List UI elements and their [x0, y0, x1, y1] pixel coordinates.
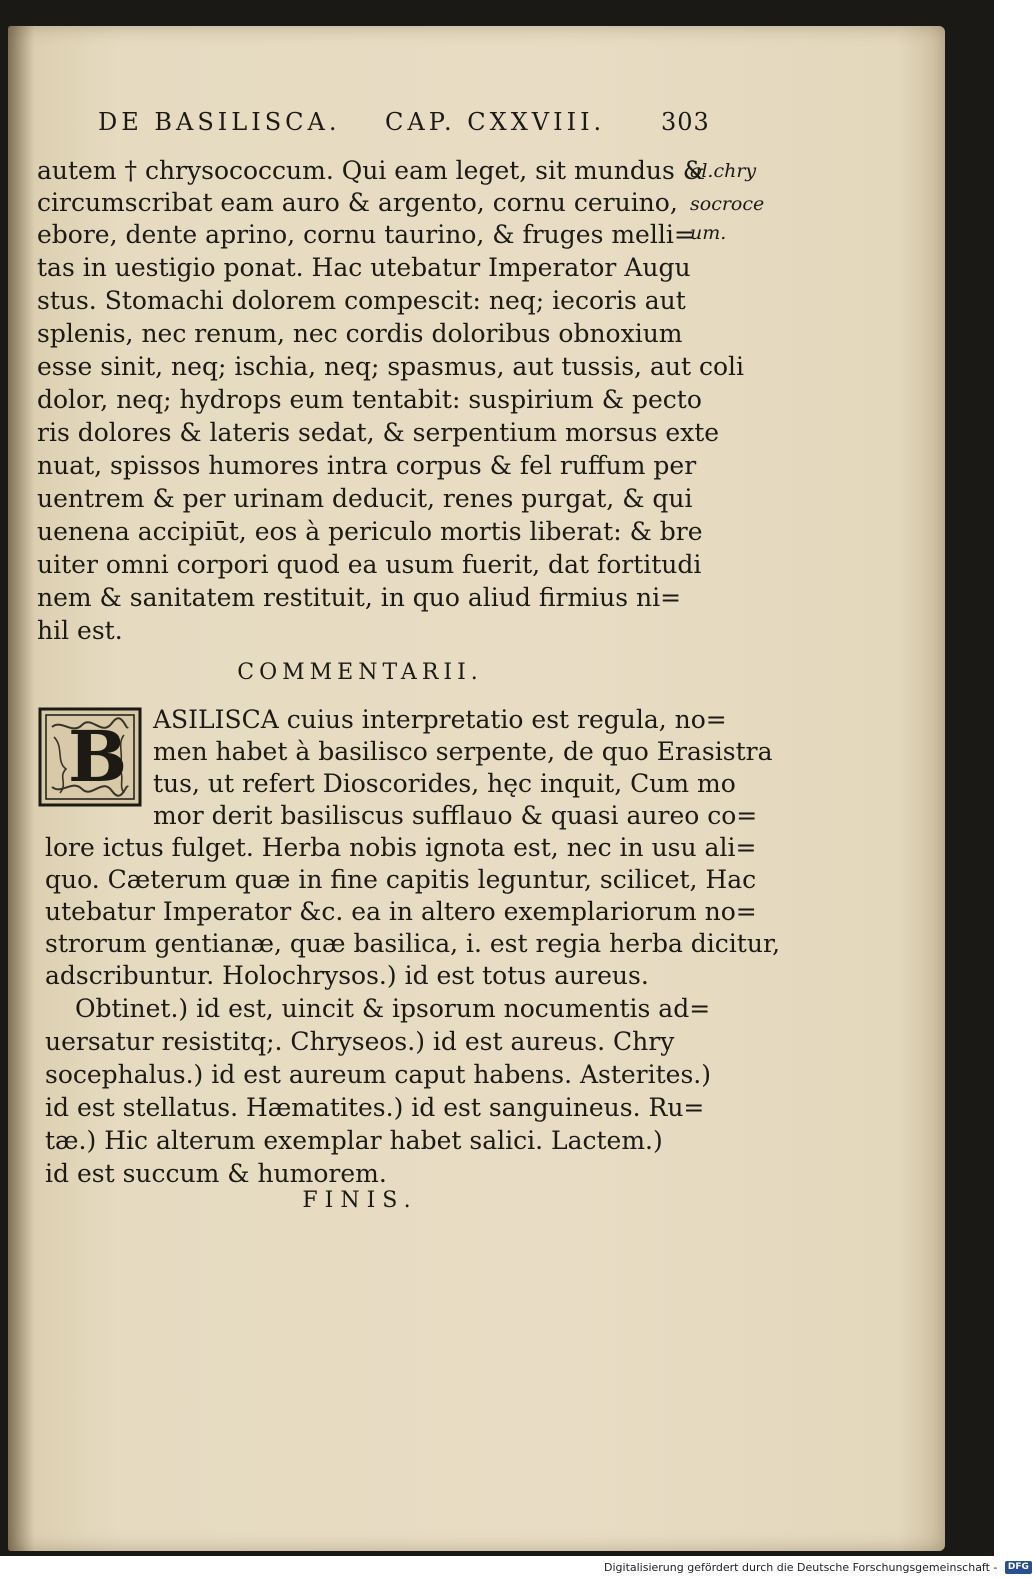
text-line: autem † chrysococcum. Qui eam leget, sit mundus & — [37, 156, 706, 185]
commentary-line: mor derit basiliscus sufflauo & quasi aureo co= — [153, 801, 758, 830]
commentary-line: utebatur Imperator &c. ea in altero exemplariorum no= — [45, 897, 757, 926]
page-gutter-shadow — [8, 26, 34, 1551]
text-line: circumscribat eam auro & argento, cornu ceruino, — [37, 188, 678, 217]
text-line: hil est. — [37, 616, 123, 645]
text-line: ris dolores & lateris sedat, & serpentium morsus exte — [37, 418, 720, 447]
commentary-line: id est stellatus. Hæmatites.) id est sanguineus. Ru= — [45, 1093, 705, 1122]
commentary-line: ASILISCA cuius interpretatio est regula, no= — [153, 705, 727, 734]
text-line: esse sinit, neq; ischia, neq; spasmus, aut tussis, aut coli — [37, 352, 744, 381]
text-line: dolor, neq; hydrops eum tentabit: suspirium & pecto — [37, 385, 702, 414]
running-head-title: DE BASILISCA. — [98, 108, 341, 136]
commentary-line: lore ictus fulget. Herba nobis ignota est, nec in usu ali= — [45, 833, 757, 862]
commentary-line: adscribuntur. Holochrysos.) id est totus aureus. — [45, 961, 649, 990]
text-line: nem & sanitatem restituit, in quo aliud firmius ni= — [37, 583, 682, 612]
funding-text: Digitalisierung gefördert durch die Deutsche Forschungsgemeinschaft - — [604, 1560, 998, 1574]
text-line: tas in uestigio ponat. Hac utebatur Imperator Augu — [37, 253, 691, 282]
text-line: stus. Stomachi dolorem compescit: neq; iecoris aut — [37, 286, 686, 315]
commentary-line: tæ.) Hic alterum exemplar habet salici. Lactem.) — [45, 1126, 663, 1155]
commentary-line: id est succum & humorem. — [45, 1159, 387, 1188]
running-head — [98, 108, 728, 148]
margin-note: um. — [690, 222, 727, 244]
section-heading: COMMENTARII. — [237, 660, 483, 685]
commentary-line: Obtinet.) id est, uincit & ipsorum nocumentis ad= — [75, 994, 711, 1023]
commentary-line: quo. Cæterum quæ in fine capitis leguntur, scilicet, Hac — [45, 865, 757, 894]
commentary-line: men habet à basilisco serpente, de quo Erasistra — [153, 737, 773, 766]
margin-note: al.chry — [690, 160, 757, 182]
running-head-chapter: CAP. CXXVIII. — [385, 108, 606, 136]
decorated-initial-b — [38, 707, 142, 807]
text-line: ebore, dente aprino, cornu taurino, & fruges melli= — [37, 220, 695, 249]
initial-letter: B — [68, 715, 128, 798]
finis-label: FINIS. — [302, 1188, 418, 1213]
commentary-line: tus, ut refert Dioscorides, hęc inquit, Cum mo — [153, 769, 736, 798]
text-line: nuat, spissos humores intra corpus & fel ruffum per — [37, 451, 697, 480]
commentary-line: socephalus.) id est aureum caput habens. Asterites.) — [45, 1060, 712, 1089]
dfg-logo: DFG — [1005, 1561, 1032, 1574]
text-line: uenena accipiūt, eos à periculo mortis liberat: & bre — [37, 517, 703, 546]
margin-note: socroce — [690, 193, 765, 215]
funding-footer — [604, 1556, 1029, 1577]
commentary-line: uersatur resistitq;. Chryseos.) id est aureus. Chry — [45, 1027, 675, 1056]
commentary-line: strorum gentianæ, quæ basilica, i. est regia herba dicitur, — [45, 929, 781, 958]
text-line: uiter omni corpori quod ea usum fuerit, dat fortitudi — [37, 550, 702, 579]
text-line: uentrem & per urinam deducit, renes purgat, & qui — [37, 484, 693, 513]
page-number: 303 — [661, 108, 710, 136]
text-line: splenis, nec renum, nec cordis doloribus obnoxium — [37, 319, 683, 348]
